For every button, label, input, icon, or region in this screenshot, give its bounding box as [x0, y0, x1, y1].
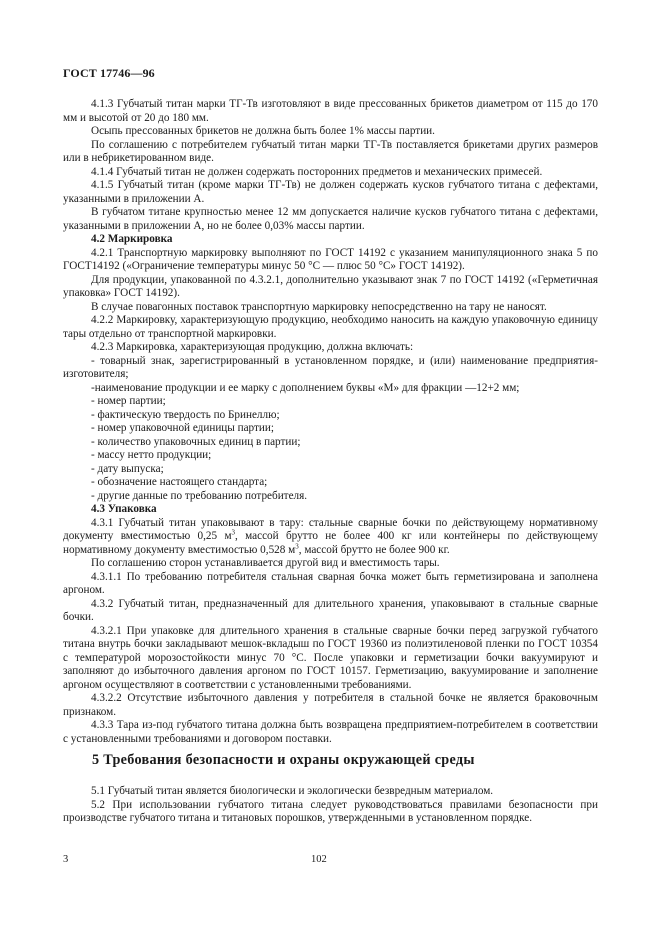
paragraph: 4.1.4 Губчатый титан не должен содержать посторонних предметов и механических примесей.: [91, 165, 543, 178]
paragraph: По соглашению с потребителем губчатый титан марки ТГ-Тв поставляется брикетами других размеров или в небрикетированном виде.: [63, 138, 598, 164]
subsection-heading-packaging: 4.3 Упаковка: [91, 503, 157, 515]
list-item: - массу нетто продукции;: [91, 449, 212, 461]
page-number-center: 102: [311, 854, 327, 865]
paragraph: 5.1 Губчатый титан является биологически и экологически безвредным материалом.: [91, 785, 494, 797]
paragraph: 4.3.2.2 Отсутствие избыточного давления у потребителя в стальной бочке не является браковочным признаком.: [63, 692, 598, 718]
paragraph: В губчатом титане крупностью менее 12 мм допускается наличие кусков губчатого титана с дефектами, указанными в приложении А, но не более 0,03% массы партии.: [63, 206, 598, 232]
page-number-left: 3: [63, 854, 69, 865]
list-item: - номер упаковочной единицы партии;: [91, 422, 274, 434]
paragraph-4-3-1: 4.3.1 Губчатый титан упаковывают в тару: стальные сварные бочки по действующему нормативному документу вместимостью 0,25 $м^3$, массой брутто не более 400 кг или контейнеры по действующему нормативному документу вместимостью 0,528 $м^3$, массой брутто не более 900 кг.: [63, 516, 598, 556]
paragraph: 4.2.1 Транспортную маркировку выполняют по ГОСТ 14192 с указанием манипуляционного знака 5 по ГОСТ14192 («Ограничение температуры минус 50 °С — плюс 50 °С» ГОСТ 14192).: [63, 246, 598, 272]
paragraph: 4.3.2.1 При упаковке для длительного хранения в стальные сварные бочки перед загрузкой губчатого титана внутрь бочки закладывают мешок-вкладыш по ГОСТ 19360 из полиэтиленовой пленки по ГОСТ 10354 с температурой морозостойкости минус 70 °С. После упаковки и герметизации бочки вакуумируют и заполняют до избыточного давления аргоном по ГОСТ 10157. Герметизацию, вакуумирование и заполнение аргоном осуществляют в соответствии с установленными требованиями.: [63, 624, 598, 691]
paragraph: 4.3.1.1 По требованию потребителя стальная сварная бочка может быть герметизирована и заполнена аргоном.: [63, 570, 598, 596]
section-5-body: [63, 785, 598, 826]
paragraph: Для продукции, упакованной по 4.3.2.1, дополнительно указывают знак 7 по ГОСТ 14192 («Герметичная упаковка» ГОСТ 14192).: [63, 273, 598, 299]
paragraph: 5.2 При использовании губчатого титана следует руководствоваться правилами безопасности при производстве губчатого титана и титановых порошков, утвержденными в установленном порядке.: [63, 798, 598, 824]
subsection-heading-marking: 4.2 Маркировка: [91, 233, 173, 245]
paragraph: 4.3.2 Губчатый титан, предназначенный для длительного хранения, упаковывают в стальные сварные бочки.: [63, 597, 598, 623]
paragraph: 4.3.3 Тара из-под губчатого титана должна быть возвращена предприятием-потребителем в соответствии с установленными требованиями и договором поставки.: [63, 719, 598, 745]
list-item: - другие данные по требованию потребителя.: [91, 489, 308, 502]
list-item: - количество упаковочных единиц в партии;: [91, 435, 301, 448]
list-item: - дату выпуска;: [91, 462, 164, 475]
paragraph: По соглашению сторон устанавливается другой вид и вместимость тары.: [91, 557, 440, 569]
list-item: - фактическую твердость по Бринеллю;: [91, 408, 280, 421]
list-item: - товарный знак, зарегистрированный в установленном порядке, и (или) наименование предприятия-изготовителя;: [63, 354, 598, 380]
document-code-header: ГОСТ 17746—96: [63, 66, 155, 80]
paragraph: 4.1.5 Губчатый титан (кроме марки ТГ-Тв) не должен содержать кусков губчатого титана с дефектами, указанными в приложении А.: [63, 179, 598, 205]
section-heading-safety: 5 Требования безопасности и охраны окружающей среды: [92, 752, 475, 768]
list-item: - номер партии;: [91, 395, 166, 407]
list-item: - обозначение настоящего стандарта;: [91, 476, 268, 488]
paragraph: Осыпь прессованных брикетов не должна быть более 1% массы партии.: [91, 125, 435, 137]
list-item: -наименование продукции и ее марку с дополнением буквы «М» для фракции —12+2 мм;: [91, 381, 520, 394]
paragraph: 4.2.3 Маркировка, характеризующая продукцию, должна включать:: [91, 341, 414, 353]
paragraph: В случае повагонных поставок транспортную маркировку непосредственно на тару не наносят.: [91, 300, 547, 313]
paragraph: 4.2.2 Маркировку, характеризующую продукцию, необходимо наносить на каждую упаковочную единицу тары отдельно от транспортной маркировки.: [63, 314, 598, 340]
document-body: [63, 98, 598, 746]
paragraph: 4.1.3 Губчатый титан марки ТГ-Тв изготовляют в виде прессованных брикетов диаметром от 115 до 170 мм и высотой от 20 до 180 мм.: [63, 98, 598, 124]
